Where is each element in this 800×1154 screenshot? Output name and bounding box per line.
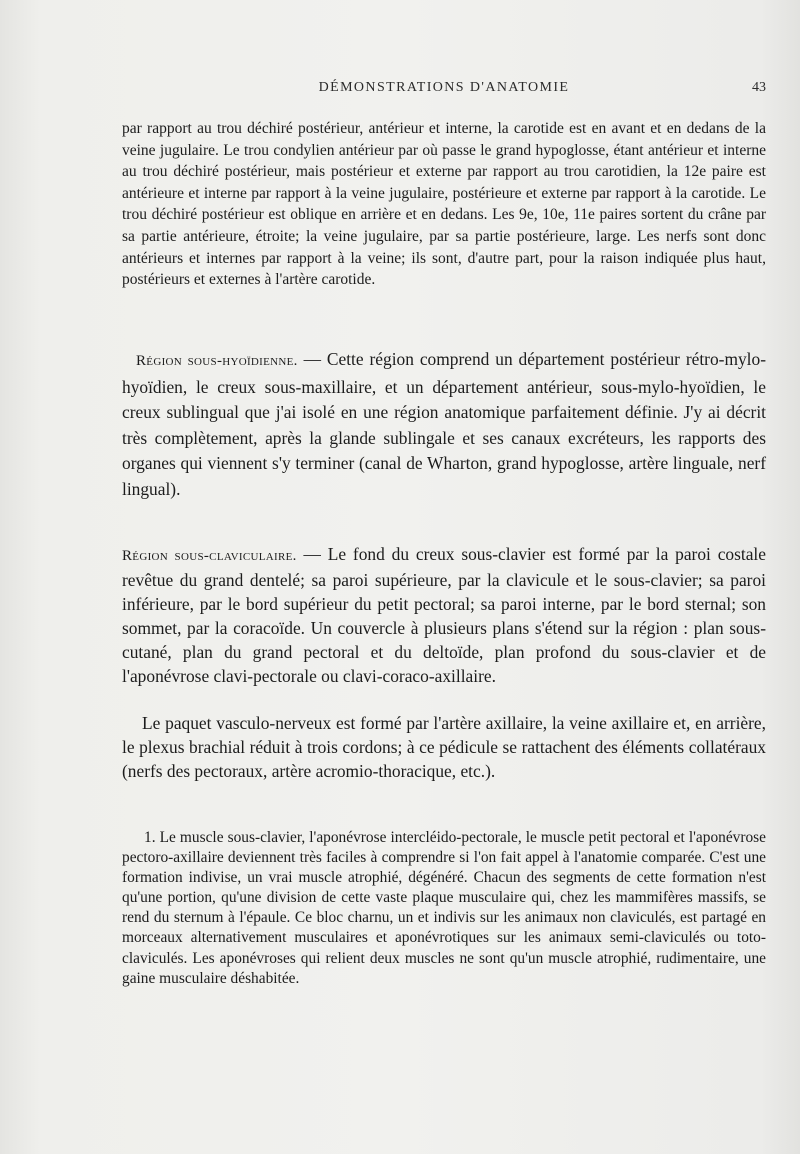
page-header [122,80,766,102]
page-number: 43 [752,80,766,95]
paragraph-body: — Le fond du creux sous-clavier est formé par la paroi costale revêtue du grand dentelé; sa paroi supérieure, par la clavicule et le sous-clavier; sa paroi inférieure, par le bord supérieur du petit pectoral; sa paroi interne, par le bord sternal; son sommet, par la coracoïde. Un couvercle à plusieurs plans s'étend sur la région : plan sous-cutané, plan du grand pectoral et du deltoïde, plan profond du sous-clavier et de l'aponévrose clavi-pectorale ou clavi-coraco-axillaire. [122,544,766,686]
footnote: 1. Le muscle sous-clavier, l'aponévrose intercléido-pectorale, le muscle petit pectoral et l'aponévrose pectoro-axillaire deviennent très faciles à comprendre si l'on fait appel à l'anatomie comparée. C'est une formation indivise, un vrai muscle atrophié, dégénéré. Chacun des segments de cette formation n'est qu'une portion, qu'une division de cette vaste plaque musculaire qui, chez les mammifères massifs, se rend du sternum à l'épaule. Ce bloc charnu, un et indivis sur les animaux non claviculés, est partagé en morceaux alternativement musculaires et aponévrotiques sur les animaux semi-claviculés ou toto-claviculés. Les aponévroses qui relient deux muscles ne sont qu'un muscle atrophié, rudimentaire, une gaine musculaire déshabitée. [122,829,766,987]
paragraph-paquet-vasculo-nerveux: Le paquet vasculo-nerveux est formé par l'artère axillaire, la veine axillaire et, en arrière, le plexus brachial réduit à trois cordons; à ce pédicule se rattachent des éléments collatéraux (nerfs des pectoraux, artère acromio-thoracique, etc.). [122,713,766,781]
paragraph-region-sous-claviculaire [122,543,766,688]
paragraph-carotide: par rapport au trou déchiré postérieur, antérieur et interne, la carotide est en avant et en dedans de la veine jugulaire. Le trou condylien antérieur par où passe le grand hypoglosse, étant antérieur et interne au trou déchiré postérieur, mais postérieur et externe par rapport au trou carotidien, la 12e paire est antérieure et interne par rapport à la veine jugulaire, postérieure et externe par rapport à la carotide. Le trou déchiré postérieur est oblique en arrière et en dedans. Les 9e, 10e, 11e paires sortent du crâne par sa partie antérieure, étroite; la veine jugulaire, par sa partie postérieure, large. Les nerfs sont donc antérieurs et internes par rapport à la veine; ils sont, d'autre part, pour la raison indiquée plus haut, postérieurs et externes à l'artère carotide. [122,120,766,289]
section-title-sous-claviculaire: Région sous-claviculaire. [122,548,297,564]
paragraph-body: — Cette région comprend un département postérieur rétro-mylo-hyoïdien, le creux sous-maxillaire, et un département antérieur, sous-mylo-hyoïdien, le creux sublingual que j'ai isolé en une région anatomique parfaitement définie. J'y ai décrit très complètement, après la glande sublingale et ses canaux excréteurs, les rapports des organes qui viennent s'y terminer (canal de Wharton, grand hypoglosse, artère linguale, nerf lingual). [122,349,766,499]
section-title-sous-hyoidienne: Région sous-hyoïdienne. [136,353,298,369]
paragraph-region-sous-hyoidienne [122,347,766,503]
running-title: DÉMONSTRATIONS D'ANATOMIE [318,80,570,95]
